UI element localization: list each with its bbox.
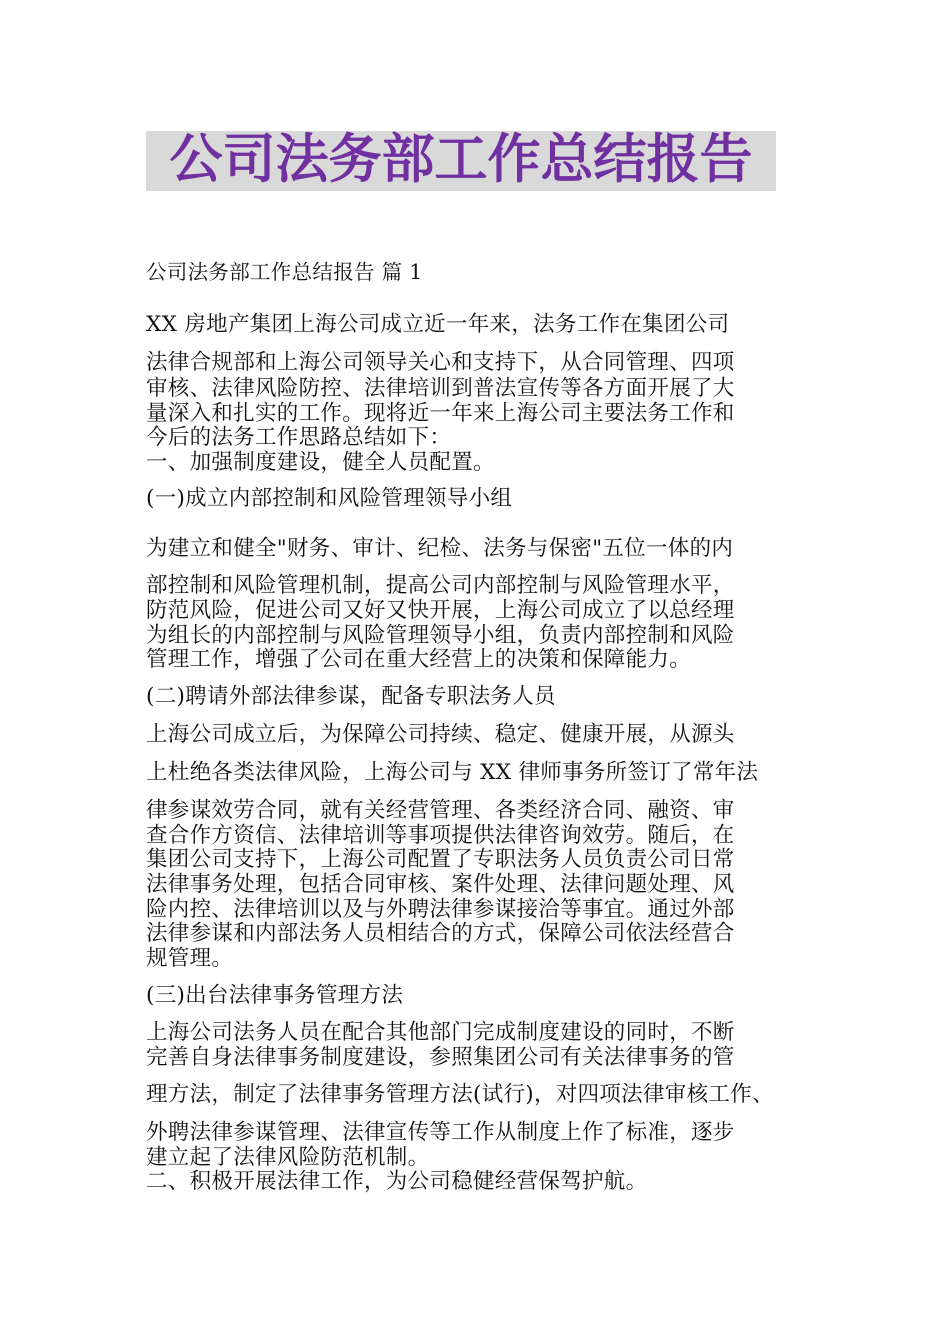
paragraph-line: 审核、法律风险防控、法律培训到普法宣传等各方面开展了大	[146, 376, 735, 401]
paragraph-line: 建立起了法律风险防范机制。	[146, 1145, 430, 1170]
paragraph-line: 外聘法律参谋管理、法律宣传等工作从制度上作了标准，逐步	[146, 1120, 735, 1145]
paragraph-line: 为组长的内部控制与风险管理领导小组，负责内部控制和风险	[146, 623, 735, 648]
paragraph-line: 管理工作，增强了公司在重大经营上的决策和保障能力。	[146, 647, 692, 672]
subsection-heading: (二)聘请外部法律参谋，配备专职法务人员	[146, 684, 556, 709]
paragraph-line: 集团公司支持下，上海公司配置了专职法务人员负责公司日常	[146, 847, 735, 872]
subsection-heading: (一)成立内部控制和风险管理领导小组	[146, 486, 513, 511]
paragraph-line: 法律事务处理，包括合同审核、案件处理、法律问题处理、风	[146, 872, 735, 897]
subsection-heading: (三)出台法律事务管理方法	[146, 983, 404, 1008]
paragraph-line: 量深入和扎实的工作。现将近一年来上海公司主要法务工作和	[146, 401, 735, 426]
paragraph-line: 上海公司成立后，为保障公司持续、稳定、健康开展，从源头	[146, 722, 735, 747]
paragraph-line: 理方法，制定了法律事务管理方法(试行)，对四项法律审核工作、	[146, 1082, 774, 1107]
paragraph-line: 完善自身法律事务制度建设，参照集团公司有关法律事务的管	[146, 1045, 735, 1070]
paragraph-line: 上杜绝各类法律风险，上海公司与 XX 律师事务所签订了常年法	[146, 760, 759, 785]
paragraph-line: 险内控、法律培训以及与外聘法律参谋接洽等事宜。通过外部	[146, 897, 735, 922]
paragraph-line: 法律合规部和上海公司领导关心和支持下，从合同管理、四项	[146, 350, 735, 375]
paragraph-line: 部控制和风险管理机制，提高公司内部控制与风险管理水平，	[146, 573, 735, 598]
paragraph-line: 法律参谋和内部法务人员相结合的方式，保障公司依法经营合	[146, 921, 735, 946]
paragraph-line: 规管理。	[146, 946, 234, 971]
paragraph-line: 为建立和健全"财务、审计、纪检、法务与保密"五位一体的内	[146, 536, 734, 561]
document-subtitle: 公司法务部工作总结报告 篇 1	[146, 260, 423, 284]
document-title: 公司法务部工作总结报告	[169, 129, 753, 190]
paragraph-line: XX 房地产集团上海公司成立近一年来，法务工作在集团公司	[146, 312, 730, 337]
section-heading: 二、积极开展法律工作，为公司稳健经营保驾护航。	[146, 1169, 648, 1194]
paragraph-line: 查合作方资信、法律培训等事项提供法律咨询效劳。随后，在	[146, 823, 735, 848]
paragraph-line: 上海公司法务人员在配合其他部门完成制度建设的同时，不断	[146, 1020, 735, 1045]
paragraph-line: 今后的法务工作思路总结如下：	[146, 425, 452, 450]
paragraph-line: 防范风险，促进公司又好又快开展，上海公司成立了以总经理	[146, 598, 735, 623]
paragraph-line: 律参谋效劳合同，就有关经营管理、各类经济合同、融资、审	[146, 798, 735, 823]
section-heading: 一、加强制度建设，健全人员配置。	[146, 450, 495, 475]
